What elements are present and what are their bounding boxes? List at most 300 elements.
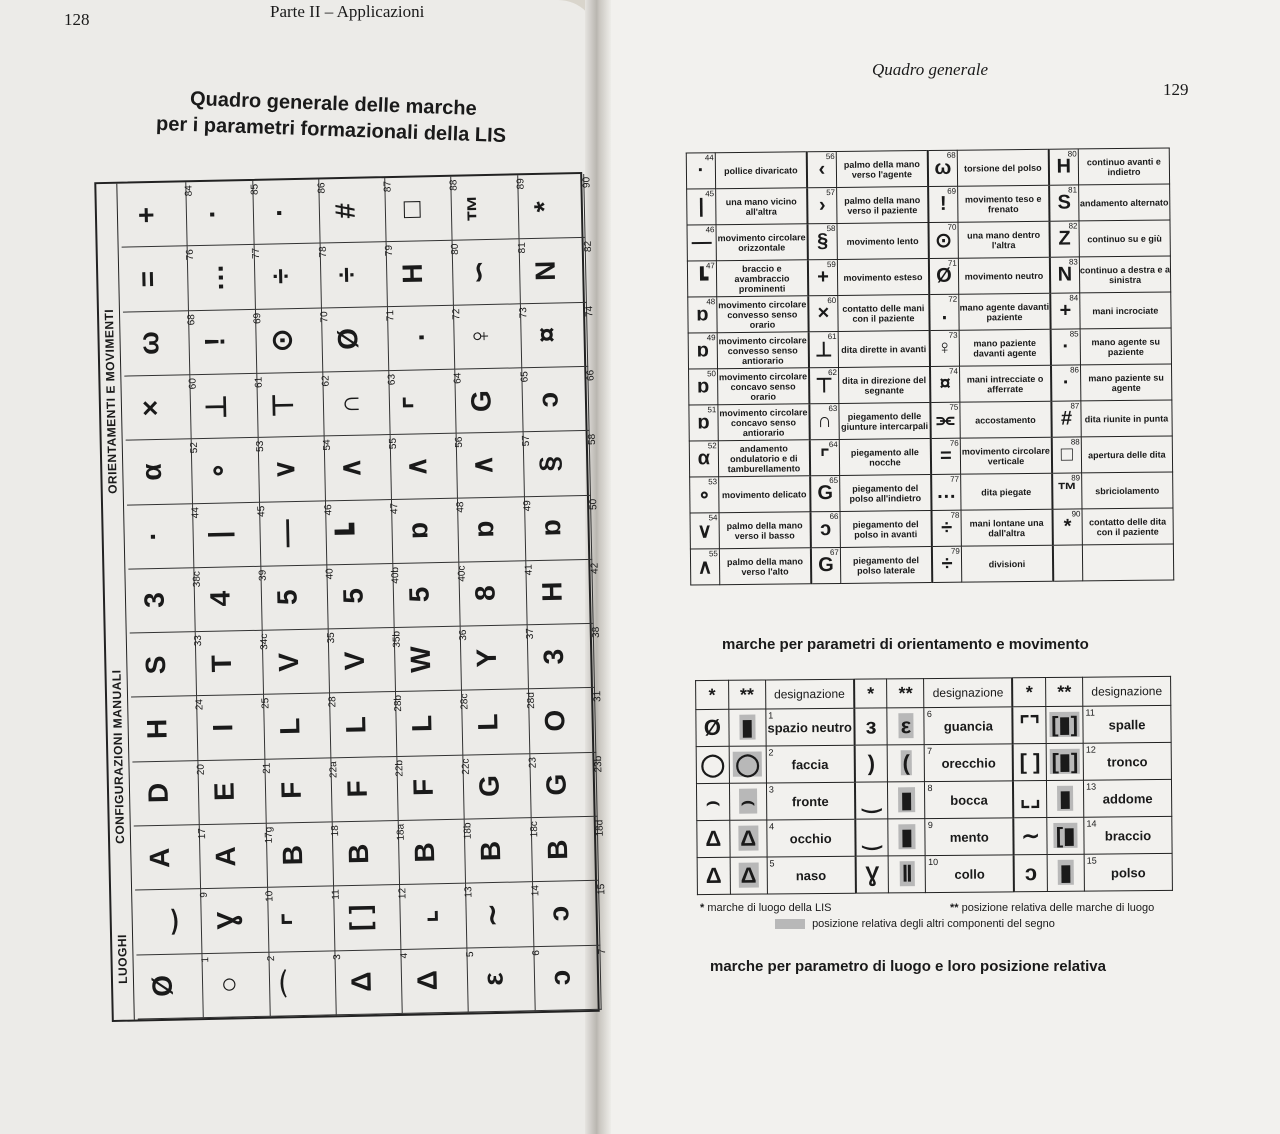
grid-cell [261,565,336,631]
grid-symbol: O [538,709,571,732]
relative-position-mark: ▮ [1059,785,1072,811]
table-row [697,853,1172,894]
grid-symbol: G [473,775,506,798]
relative-position-mark: Δ [740,862,757,888]
grid-symbol: 3 [138,592,170,609]
table-row [688,328,1171,369]
grid-cell [456,368,531,434]
om-number: 65 [829,475,839,486]
om-symbol: ∧ [697,556,713,579]
legend-gray [775,918,1055,930]
om-symbol-cell [807,187,837,223]
om-symbol-cell [928,186,958,222]
grid-cell [260,501,335,567]
om-symbol-cell [807,223,837,259]
location-number: 8 [927,783,933,794]
grid-cell [191,374,266,440]
om-symbol: × [817,302,830,325]
om-symbol-cell [929,258,959,294]
grid-cell [333,821,408,887]
om-number: 45 [705,189,715,199]
parameters-grid [94,172,609,1022]
om-symbol-cell [687,189,716,225]
location-name-cell [766,745,855,783]
grid-cell [457,432,532,498]
grid-number: 10 [264,890,276,903]
grid-number: 84 [183,185,195,197]
grid-symbol: · [137,531,169,542]
grid-symbol: ‿ [145,910,177,934]
grid-cell [124,375,199,441]
grid-cell [390,562,469,628]
grid-symbol: T [206,654,238,673]
location-number: 4 [769,821,775,832]
grid-number: 52 [189,442,201,454]
location-mark: ⌜⌝ [1013,707,1047,744]
om-description: mano agente davanti paziente [959,293,1051,330]
om-symbol: ɔ [819,518,832,541]
om-symbol: ɒ [696,303,709,326]
om-symbol: ÷ [941,516,953,539]
location-mark: ɔ [1014,855,1048,892]
grid-number: 13 [463,886,475,899]
relative-position-cell [730,820,767,857]
om-description: dita in direzione del segnante [838,367,930,404]
table-row [690,472,1173,513]
grid-symbol: L [273,717,306,736]
table-row [689,436,1172,477]
location-mark: з [854,708,888,745]
grid-cell [120,182,195,248]
grid-symbol: G [465,389,498,412]
om-symbol-cell [1053,545,1083,581]
om-number: 57 [826,187,836,198]
grid-number: 56 [454,436,466,449]
grid-cell [464,754,539,820]
grid-number: 40c [456,565,469,582]
om-symbol-cell [1051,401,1081,437]
grid-symbol: ⌞ [410,909,442,924]
om-number: 70 [947,222,957,232]
om-symbol-cell [1051,329,1081,365]
location-mark: ⌞⌟ [1013,781,1047,818]
grid-cell [400,884,475,950]
grid-cell [132,761,207,827]
om-description: continuo a destra e a sinistra [1079,256,1170,293]
grid-cell [387,241,462,307]
om-description: dita riunite in punta [1081,400,1172,437]
grid-symbol: § [533,455,565,472]
grid-number: 90 [581,176,593,189]
grid-cell [323,371,398,437]
grid-symbol: ɒ [468,520,500,539]
om-symbol: * [1063,515,1072,538]
grid-number: 87 [382,180,394,193]
relative-position-cell [1046,743,1083,780]
location-number: 14 [1086,818,1097,829]
om-description: divisioni [961,545,1053,582]
relative-position-cell [889,856,926,893]
om-number: 80 [1067,149,1077,159]
grid-symbol: ɒ [402,521,434,540]
om-symbol: H [1056,155,1072,178]
om-number: 87 [1070,401,1080,411]
om-symbol: ⊙ [935,229,953,252]
om-number: 60 [827,295,837,306]
om-description: mani lontane una dall'altra [961,509,1053,546]
grid-symbol: H [536,581,568,603]
grid-symbol: V [338,650,371,671]
grid-symbol: B [342,843,375,864]
om-symbol-cell [930,402,960,438]
grid-number: 68 [186,313,198,326]
relative-position-cell [888,745,925,782]
grid-cell [126,439,201,505]
grid-number: 18b [462,822,474,840]
grid-cell [468,947,543,1013]
om-symbol: S [1057,191,1072,214]
om-symbol: — [691,231,712,254]
grid-number: 34c [259,633,271,651]
om-symbol-cell [808,259,838,295]
location-name: braccio [1104,827,1152,844]
om-symbol: ∩ [817,410,832,433]
om-description: continuo su e giù [1079,220,1170,257]
location-name: orecchio [941,754,996,771]
gray-swatch [775,919,805,929]
om-number: 71 [947,258,957,268]
relative-position-cell [1047,854,1084,891]
grid-cell [258,437,333,503]
om-symbol: Z [1058,227,1071,250]
location-name-cell [767,856,856,894]
grid-symbol: ┗ [335,523,368,541]
grid-symbol: B [408,841,441,863]
om-symbol-cell [1052,509,1082,545]
om-symbol: ! [939,192,947,215]
om-symbol-cell [809,403,839,439]
grid-number: 47 [389,502,401,514]
om-symbol-cell [810,439,840,475]
location-name: mento [949,829,989,845]
location-name-cell [1083,705,1171,743]
grid-number: 28d [525,692,538,710]
legend-single-star [700,902,831,914]
grid-cell [268,887,343,953]
location-name-cell [924,707,1013,745]
location-mark: Δ [697,857,730,894]
om-number: 72 [948,294,958,304]
om-number: 89 [1071,473,1081,483]
grid-cell [518,174,593,240]
grid-cell [527,624,602,690]
om-symbol-cell [1052,437,1082,473]
om-caption: marche per parametri di orientamento e movimento [722,636,1089,653]
table-row [696,705,1171,746]
om-symbol: ɒ [696,339,709,362]
relative-position-mark: ▮ [1059,859,1073,885]
grid-cell [523,431,598,497]
grid-symbol: 5 [271,589,303,606]
location-name-cell [766,708,855,746]
om-symbol-cell [688,333,717,369]
table-row [696,779,1171,820]
grid-cell [254,244,329,310]
om-number: 75 [949,402,959,412]
om-symbol: ¤ [939,372,951,395]
location-mark: ⌢ [696,783,729,820]
om-number: 49 [706,333,716,343]
grid-number: 55 [387,438,400,450]
om-symbol-cell [807,151,837,187]
grid-number: 14 [529,885,542,897]
relative-position-mark: Ⅱ [901,861,913,887]
grid-cell [526,560,601,626]
grid-symbol: B [276,844,308,866]
grid-symbol: · [263,207,295,217]
relative-position-cell [729,746,766,783]
om-number: 44 [704,153,714,163]
om-description: dita piegate [961,473,1053,510]
table-row [690,544,1173,585]
om-description: movimento teso e frenato [958,185,1050,222]
grid-symbol: ∧ [400,455,433,477]
om-description: mani intrecciate o afferrate [959,365,1051,402]
grid-cell [127,504,202,570]
table-row [687,184,1170,225]
grid-number: 74 [583,305,596,317]
grid-number: 69 [252,312,264,324]
grid-cell [253,179,328,245]
table-row [690,508,1173,549]
grid-symbol: Ø [146,975,178,998]
om-symbol: ♀ [937,336,953,359]
location-number: 6 [926,709,932,720]
grid-symbol: = [131,270,164,288]
location-number: 2 [768,747,774,758]
grid-cell [199,760,274,826]
grid-symbol: ⌜ [277,912,310,927]
grid-symbol: 8 [469,585,502,602]
grid-number: 35 [325,632,337,644]
om-symbol-cell [1052,473,1082,509]
grid-number: 23 [527,756,539,769]
om-symbol: G [817,482,834,505]
location-name: collo [954,866,985,882]
grid-number: 31 [592,691,604,703]
header-designation: designazione [1083,676,1171,706]
om-symbol: ɒ [696,375,710,398]
om-description: apertura delle dita [1081,436,1172,473]
grid-number: 28c [459,693,471,711]
grid-number: 41 [523,563,535,576]
grid-number: 22c [460,758,473,775]
grid-symbol: Ø [331,327,364,351]
location-name-cell [926,855,1015,893]
grid-symbol: ⌒ [278,969,311,998]
grid-number: 7 [597,948,609,955]
grid-number: 77 [251,247,263,260]
legend-star-symbol: * [700,902,705,914]
om-number: 67 [829,547,839,558]
grid-cell [187,181,262,247]
grid-number: 40b [390,566,402,584]
location-name: polso [1110,864,1146,880]
om-description [1082,544,1173,581]
om-number: 55 [708,549,718,559]
om-symbol: # [1060,407,1073,430]
running-head-right: Quadro generale [872,60,988,79]
grid-cell [123,311,198,377]
relative-position-cell [729,709,766,746]
om-symbol: = [939,444,952,467]
location-name-cell [767,819,856,857]
grid-number: 17 [197,828,209,840]
location-name-cell [1084,816,1172,854]
om-description: piegamento del polso in avanti [840,510,932,547]
grid-number: 46 [322,503,335,516]
grid-number: 5 [464,951,476,957]
grid-number: 76 [184,249,197,261]
grid-cell [128,568,204,634]
om-symbol: ω [934,156,952,179]
location-name: naso [795,867,827,883]
grid-number: 48 [455,501,467,513]
om-symbol-cell [1051,365,1081,401]
om-symbol-cell [1049,221,1079,257]
location-number: 13 [1086,781,1097,792]
grid-cell [319,178,394,244]
grid-symbol: | [203,530,235,540]
grid-number: 57 [520,435,532,447]
om-symbol-cell [931,510,961,546]
om-symbol: + [1059,299,1072,322]
om-description: piegamento del polso all'indietro [840,474,932,511]
grid-symbol: 3 [537,648,569,665]
grid-number: 42 [589,562,601,574]
om-description: andamento ondulatorio e di tamburellamento [718,440,810,477]
grid-number: 44 [190,506,202,518]
location-name-cell [925,818,1014,856]
om-symbol: ⫘ [936,408,955,431]
grid-cell [463,883,542,949]
om-number: 66 [829,511,839,522]
om-symbol-cell [811,547,841,583]
om-symbol-cell [930,366,960,402]
om-symbol-cell [928,222,958,258]
location-number: 5 [769,858,775,869]
grid-cell [326,500,401,566]
location-name: occhio [789,830,832,846]
om-symbol: ⊤ [815,375,833,398]
om-number: 48 [706,297,716,307]
om-description: movimento circolare concavo senso orario [717,368,809,405]
relative-position-cell [729,783,766,820]
om-number: 86 [1069,365,1079,375]
grid-cell [462,690,538,756]
om-symbol: N [1057,263,1073,286]
om-symbol-cell [1050,293,1080,329]
om-number: 61 [827,331,837,342]
location-number: 15 [1086,855,1097,866]
om-symbol: · [1062,371,1070,394]
grid-symbol: [ ] [343,904,376,932]
location-name: spazio neutro [767,719,853,735]
grid-symbol: □ [395,200,427,219]
grid-symbol: ∩ [333,393,365,414]
om-number: 52 [707,441,717,451]
relative-position-mark: ▮ [900,787,913,813]
om-description: movimento circolare convesso senso antiorario [717,332,809,369]
location-number: 1 [768,710,774,721]
grid-number: 36 [458,629,470,641]
grid-number: 66 [585,369,597,382]
grid-cell [399,820,474,886]
grid-cell [458,497,533,563]
grid-cell [385,177,460,243]
location-name: faccia [791,756,829,772]
grid-cell [256,308,331,374]
om-symbol: § [816,230,829,253]
grid-cell [330,692,405,758]
grid-symbol: A [210,845,242,867]
location-name-cell [766,782,855,820]
grid-number: 35b [391,630,404,648]
relative-position-mark: ⌢ [740,788,756,814]
location-mark: ‿ [855,819,889,856]
om-symbol-cell [687,225,716,261]
grid-number: 3 [332,953,344,960]
grid-symbol: + [130,206,162,224]
grid-number: 28 [326,696,339,709]
om-symbol-cell [931,438,961,474]
grid-symbol: Y [471,648,503,668]
grid-number: 82 [582,241,594,253]
table-row [686,148,1169,189]
grid-cell [335,950,410,1016]
section-label-orientamenti: ORIENTAMENTI E MOVIMENTI [101,308,120,495]
grid-number: 39 [257,569,270,581]
grid-number: 33 [193,635,205,647]
grid-symbol: ¤ [530,326,563,344]
grid-cell [131,697,206,763]
grid-cell [329,628,404,694]
grid-cell [395,627,470,693]
grid-number: 38c [191,570,204,588]
location-number: 12 [1085,744,1096,755]
om-symbol-cell [690,513,719,549]
om-description: mano paziente su agente [1080,364,1171,401]
relative-position-cell [887,708,924,745]
om-number: 56 [825,151,835,162]
om-description: piegamento del polso laterale [840,546,932,583]
grid-cell [265,758,340,824]
grid-number: 18c [528,821,540,838]
grid-number: 49 [521,499,533,511]
orientation-movement-table [686,147,1175,585]
relative-position-mark: ε [900,713,912,739]
om-number: 84 [1069,293,1079,303]
om-description: dita dirette in avanti [838,331,930,368]
om-description: contatto delle mani con il paziente [838,295,930,332]
grid-symbol: ∼ [476,902,508,928]
relative-position-mark: Δ [740,825,757,851]
grid-cell [525,495,600,561]
relative-position-mark: [▮ [1055,822,1076,848]
table-row [696,742,1171,783]
grid-number: 18 [329,825,341,837]
grid-number: 50 [587,498,600,510]
